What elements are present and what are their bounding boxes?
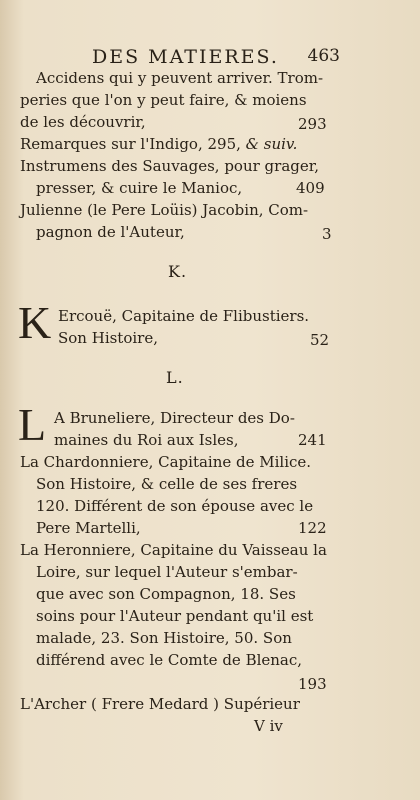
- header-title: DES MATIERES.: [92, 46, 279, 68]
- entry-line: La Heronniere, Capitaine du Vaisseau la: [20, 541, 327, 559]
- entry-line: Loire, sur lequel l'Auteur s'embar-: [36, 563, 298, 581]
- entry-line: que avec son Compagnon, 18. Ses: [36, 585, 296, 603]
- entry-line: pagnon de l'Auteur,: [36, 223, 185, 241]
- entry-line: malade, 23. Son Histoire, 50. Son: [36, 629, 292, 647]
- entry-line: Instrumens des Sauvages, pour grager,: [20, 157, 320, 175]
- section-heading-l: L.: [166, 368, 184, 387]
- running-header: [92, 46, 340, 68]
- entry-line: Accidens qui y peuvent arriver. Trom-: [36, 69, 324, 87]
- page-ref: 409: [296, 179, 325, 197]
- entry-line: 120. Différent de son épouse avec le: [36, 497, 314, 515]
- entry-line: Ercouë, Capitaine de Flibustiers.: [58, 307, 310, 325]
- entry-italic: & suiv.: [245, 135, 298, 153]
- page-number: 463: [307, 46, 340, 66]
- entry-line: Son Histoire,: [58, 329, 158, 347]
- page-ref: 293: [298, 115, 327, 133]
- entry-line: soins pour l'Auteur pendant qu'il est: [36, 607, 314, 625]
- page-ref: 122: [298, 519, 327, 537]
- page-ref: 241: [298, 431, 327, 449]
- entry-line: maines du Roi aux Isles,: [54, 431, 239, 449]
- page-ref: 52: [310, 331, 330, 349]
- entry-line: Son Histoire, & celle de ses freres: [36, 475, 298, 493]
- signature-mark: V iv: [254, 717, 283, 735]
- entry-line: Julienne (le Pere Loüis) Jacobin, Com-: [20, 201, 309, 219]
- entry-text: Remarques sur l'Indigo, 295,: [20, 135, 246, 153]
- entry-line: L'Archer ( Frere Medard ) Supérieur: [20, 695, 300, 713]
- page-ref: 3: [322, 225, 332, 243]
- entry-line: de les découvrir,: [20, 113, 146, 131]
- page-ref: 193: [298, 675, 327, 693]
- entry-line: peries que l'on y peut faire, & moiens: [20, 91, 307, 109]
- drop-cap-l: L: [18, 399, 47, 450]
- entry-line: Pere Martelli,: [36, 519, 141, 537]
- section-heading-k: K.: [168, 262, 188, 281]
- drop-cap-k: K: [18, 297, 52, 348]
- entry-line: La Chardonniere, Capitaine de Milice.: [20, 453, 312, 471]
- entry-line: [20, 134, 297, 154]
- entry-line: A Bruneliere, Directeur des Do-: [54, 409, 295, 427]
- entry-line: différend avec le Comte de Blenac,: [36, 651, 303, 669]
- entry-line: presser, & cuire le Manioc,: [36, 179, 243, 197]
